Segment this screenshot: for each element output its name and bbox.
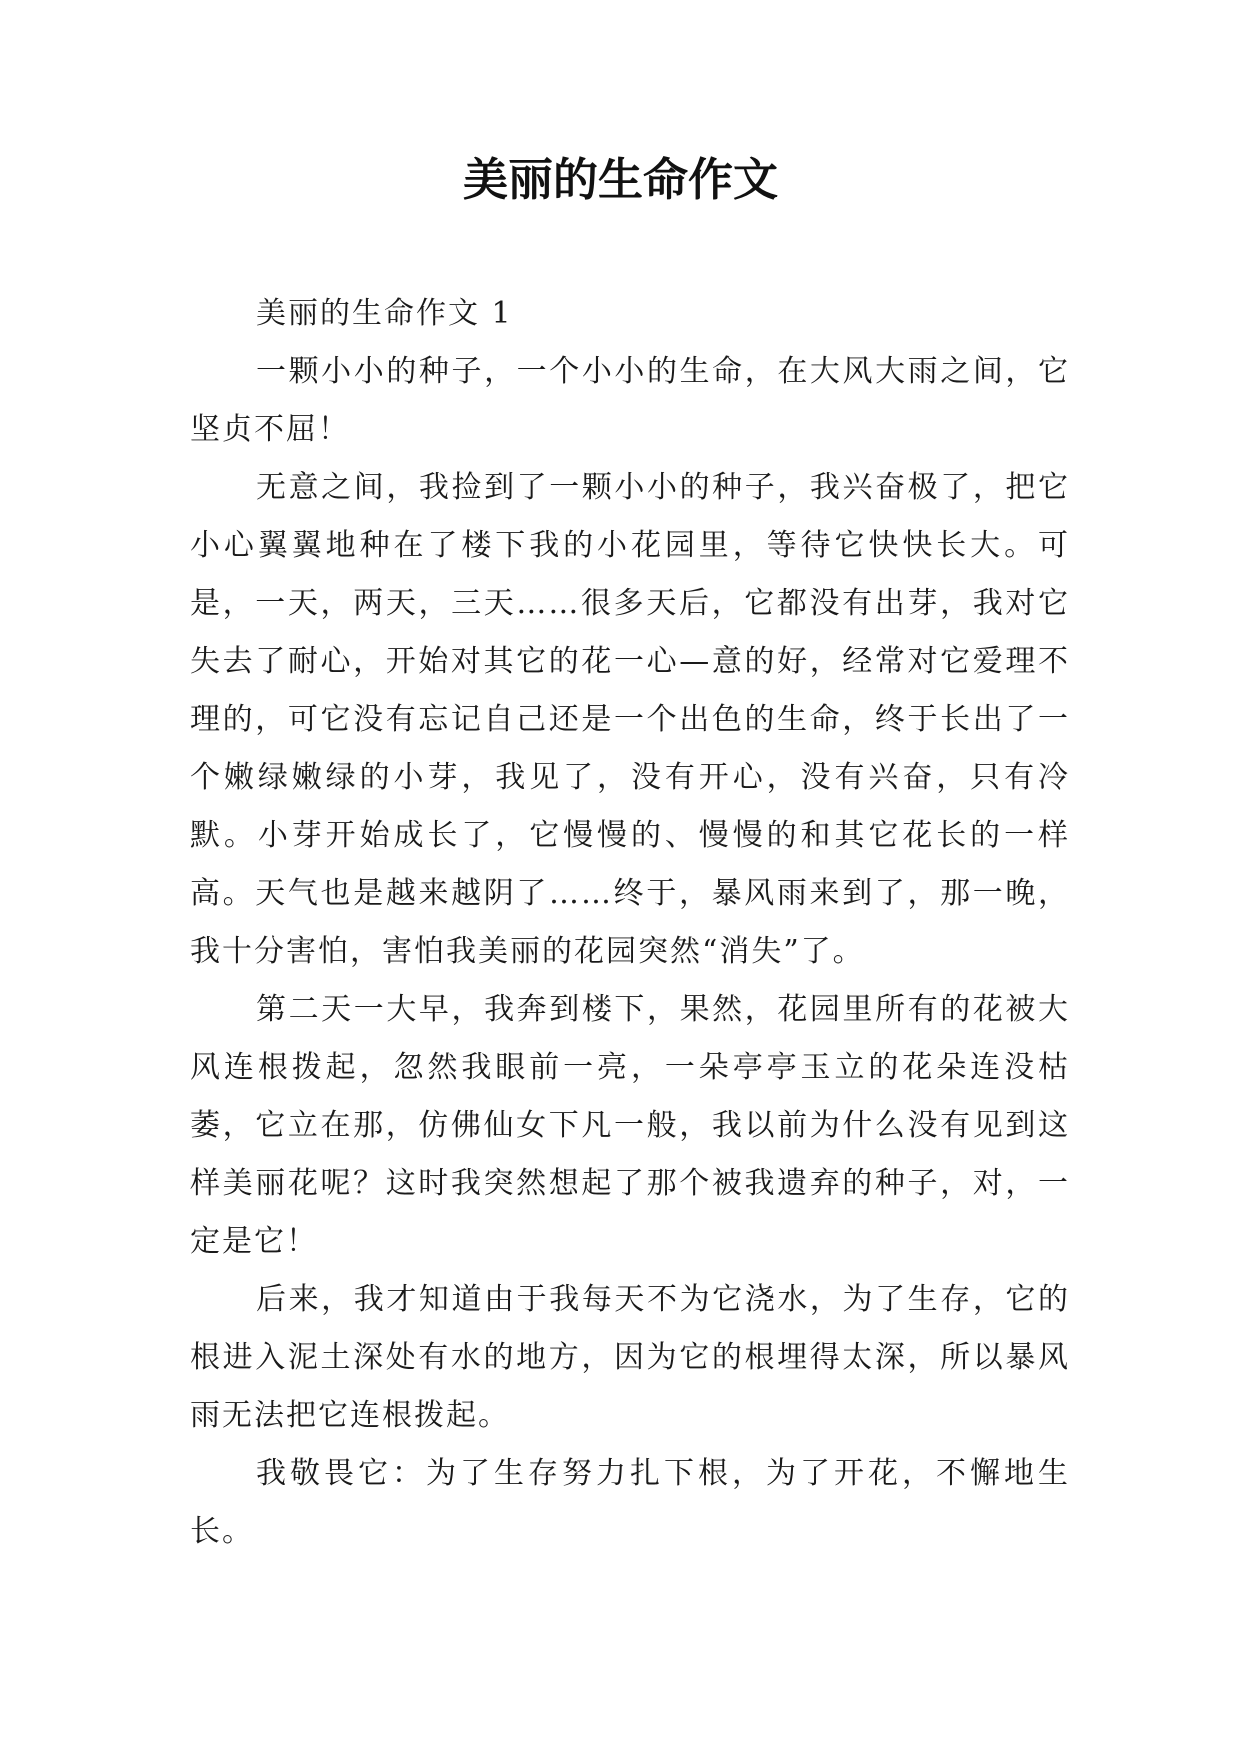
paragraph: 无意之间，我捡到了一颗小小的种子，我兴奋极了，把它小心翼翼地种在了楼下我的小花园里，等待它快快长大。可是，一天，两天，三天……很多天后，它都没有出芽，我对它失去了耐心，开始对其它的花一心—意的好，经常对它爱理不理的，可它没有忘记自己还是一个出色的生命，终于长出了一个嫩绿嫩绿的小芽，我见了，没有开心，没有兴奋，只有冷默。小芽开始成长了，它慢慢的、慢慢的和其它花长的一样高。天气也是越来越阴了……终于，暴风雨来到了，那一晚，我十分害怕，害怕我美丽的花园突然“消失”了。 [190, 470, 1070, 969]
paragraph: 一颗小小的种子，一个小小的生命，在大风大雨之间，它坚贞不屈！ [190, 354, 1070, 447]
paragraph: 后来，我才知道由于我每天不为它浇水，为了生存，它的根进入泥土深处有水的地方，因为它的根埋得太深，所以暴风雨无法把它连根拨起。 [190, 1282, 1070, 1433]
paragraph: 第二天一大早，我奔到楼下，果然，花园里所有的花被大风连根拨起，忽然我眼前一亮，一朵亭亭玉立的花朵连没枯萎，它立在那，仿佛仙女下凡一般，我以前为什么没有见到这样美丽花呢？这时我突然想起了那个被我遗弃的种子，对，一定是它！ [190, 992, 1070, 1259]
document-body [190, 285, 1070, 1561]
document-title: 美丽的生命作文 [462, 153, 778, 206]
section-heading: 美丽的生命作文 1 [256, 296, 513, 331]
paragraph: 我敬畏它：为了生存努力扎下根，为了开花，不懈地生长。 [190, 1456, 1070, 1549]
